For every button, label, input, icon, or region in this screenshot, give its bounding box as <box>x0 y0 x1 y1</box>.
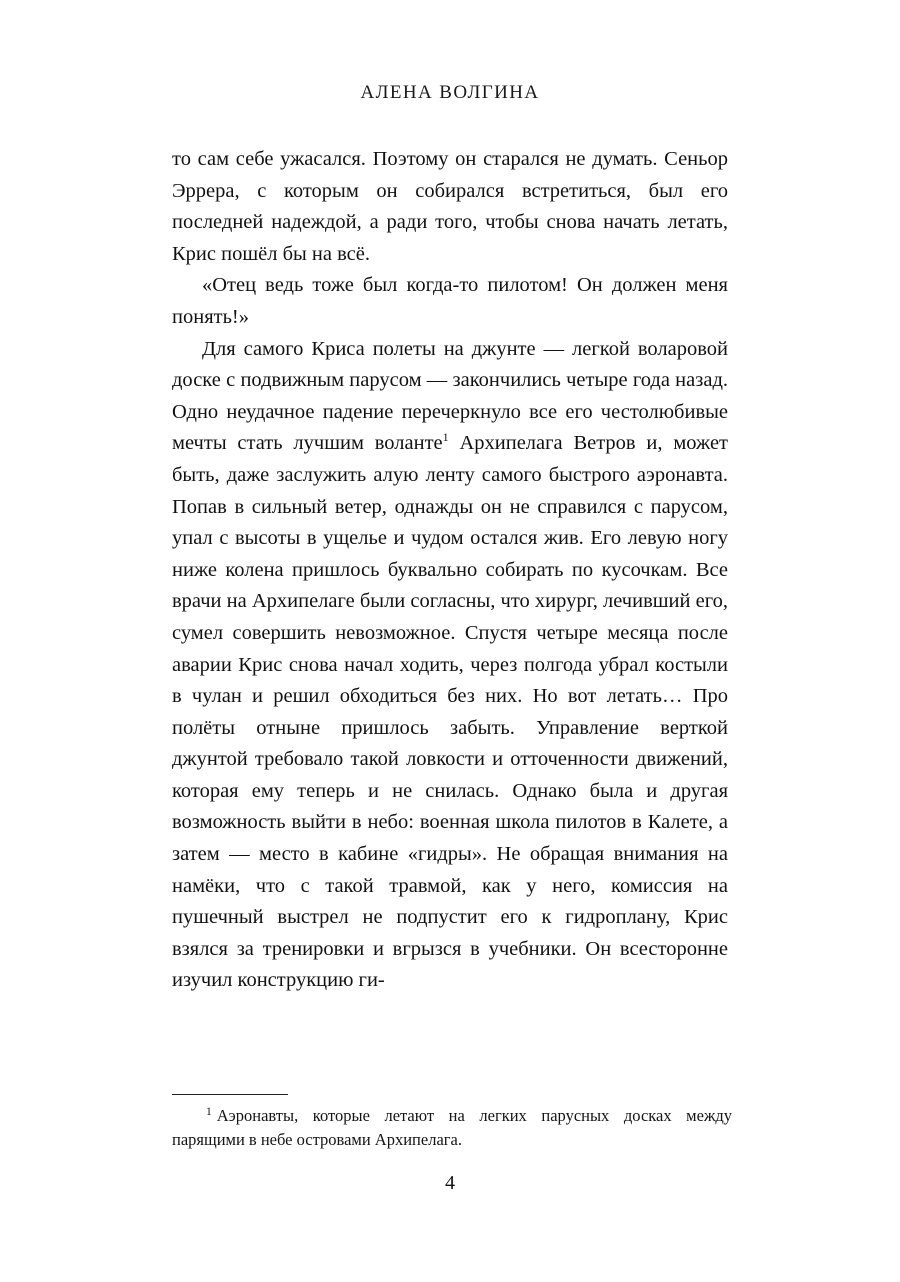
page-number: 4 <box>445 1172 455 1194</box>
paragraph-3-part-b: Архипелага Ветров и, может быть, даже заслужить алую ленту самого быстрого аэронавта. Попав в сильный ветер, однажды он не справился с парусом, упал с высоты в ущелье и чудом остался жив. Его левую ногу ниже колена пришлось буквально собирать по кусочкам. Все врачи на Архипелаге были согласны, что хирург, лечивший его, сумел совершить невозможное. Спустя четыре месяца после аварии Крис снова начал ходить, через полгода убрал костыли в чулан и решил обходиться без них. Но вот летать… Про полёты отныне пришлось забыть. Управление верткой джунтой требовало такой ловкости и отточенности движений, которая ему теперь и не снилась. Однако была и другая возможность выйти в небо: военная школа пилотов в Калете, а затем — место в кабине «гидры». Не обращая внимания на намёки, что с такой травмой, как у него, комиссия на пушечный выстрел не подпустит его к гидроплану, Крис взялся за тренировки и вгрызся в учебники. Он всесторонне изучил конструкцию ги- <box>172 432 728 992</box>
paragraph-3 <box>172 334 728 997</box>
footnote-marker-inline: 1 <box>442 430 449 445</box>
footnote-number: 1 <box>206 1105 212 1118</box>
paragraph-3-part-a: Для самого Криса полеты на джунте — легкой воларовой доске с подвижным парусом — закончились четыре года назад. Одно неудачное падение перечеркнуло все его честолюбивые мечты стать лучшим воланте <box>172 337 728 455</box>
footnote-text <box>172 1104 732 1152</box>
footnote-body: Аэронавты, которые летают на легких парусных досках между парящими в небе островами Архипелага. <box>172 1106 732 1149</box>
footnote-area <box>172 1094 732 1152</box>
body-text <box>172 144 728 997</box>
book-page <box>0 82 900 1282</box>
footnote-separator <box>172 1094 288 1095</box>
paragraph-2: «Отец ведь тоже был когда-то пилотом! Он должен меня понять!» <box>172 274 728 328</box>
running-head: АЛЕНА ВОЛГИНА <box>360 82 540 103</box>
paragraph-1: то сам себе ужасался. Поэтому он старался не думать. Сеньор Эррера, с которым он собирался встретиться, был его последней надеждой, а ради того, чтобы снова начать летать, Крис пошёл бы на всё. <box>172 148 728 265</box>
